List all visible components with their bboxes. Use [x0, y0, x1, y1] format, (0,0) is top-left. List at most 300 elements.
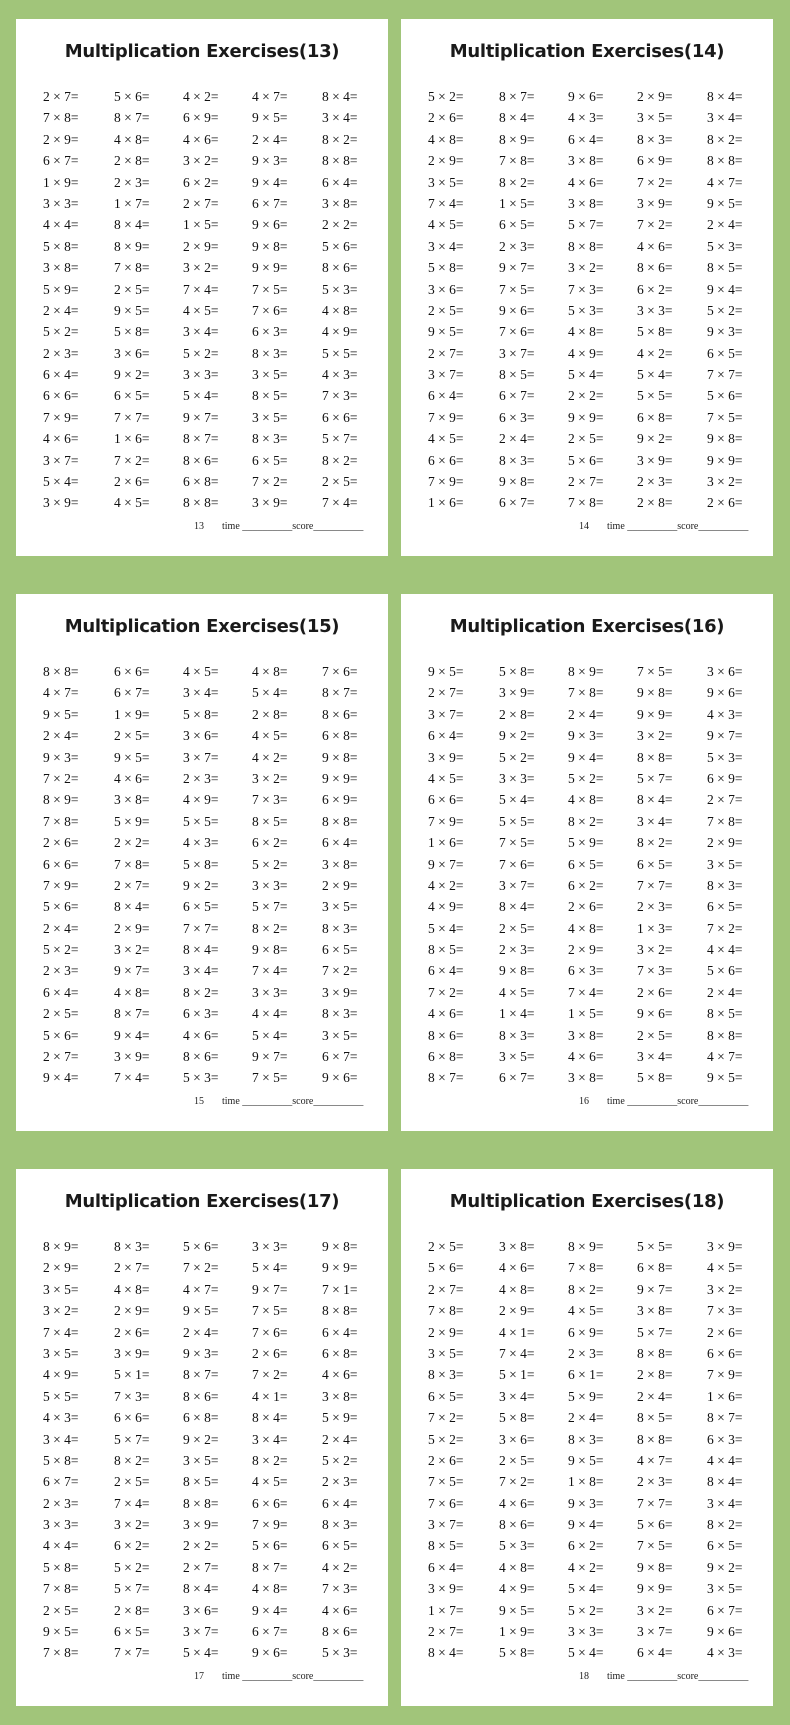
- problem: 2 × 4=: [43, 728, 79, 744]
- problem: 3 × 8=: [568, 1027, 604, 1043]
- problem: 8 × 3=: [114, 1239, 150, 1254]
- problem-row: [428, 282, 773, 303]
- problem: 8 × 6=: [183, 1388, 219, 1404]
- problem-row: [43, 110, 388, 131]
- problem: 4 × 1=: [499, 1324, 535, 1340]
- problem: 4 × 4=: [707, 942, 743, 958]
- problem-row: [428, 1603, 773, 1624]
- problem: 3 × 4=: [183, 685, 219, 701]
- problem: 8 × 5=: [252, 813, 288, 829]
- problem-row: [43, 1346, 388, 1367]
- problem: 4 × 6=: [428, 1006, 464, 1022]
- problem: 5 × 2=: [568, 770, 604, 786]
- page-number: 13: [194, 521, 204, 532]
- problem: 6 × 5=: [707, 345, 743, 361]
- problem: 4 × 9=: [499, 1581, 535, 1597]
- problem-grid: [43, 1239, 388, 1667]
- problem: 8 × 2=: [637, 835, 673, 851]
- problem: 6 × 3=: [499, 409, 535, 425]
- problem: 3 × 9=: [637, 195, 673, 211]
- problem: 3 × 3=: [183, 367, 219, 383]
- problem: 7 × 9=: [428, 474, 464, 490]
- problem: 1 × 5=: [499, 195, 535, 211]
- problem: 8 × 7=: [114, 110, 150, 126]
- problem-row: [43, 453, 388, 474]
- problem: 5 × 6=: [707, 963, 743, 979]
- problem: 4 × 7=: [707, 174, 743, 190]
- problem: 7 × 3=: [322, 1581, 358, 1597]
- problem: 5 × 7=: [114, 1581, 150, 1597]
- problem: 2 × 6=: [114, 1324, 150, 1340]
- problem: 1 × 9=: [499, 1624, 535, 1640]
- problem: 5 × 6=: [43, 899, 79, 915]
- problem: 9 × 5=: [183, 1303, 219, 1319]
- problem: 9 × 4=: [707, 281, 743, 297]
- problem: 3 × 7=: [428, 367, 464, 383]
- problem: 8 × 3=: [568, 1431, 604, 1447]
- problem: 4 × 5=: [114, 495, 150, 511]
- problem: 3 × 3=: [499, 770, 535, 786]
- problem: 4 × 1=: [252, 1388, 288, 1404]
- problem: 6 × 7=: [252, 195, 288, 211]
- problem: 9 × 5=: [568, 1452, 604, 1468]
- problem-row: [43, 89, 388, 110]
- problem-grid: [428, 664, 773, 1092]
- problem-row: [428, 1624, 773, 1645]
- problem: 4 × 7=: [183, 1281, 219, 1297]
- problem: 3 × 6=: [707, 664, 743, 679]
- problem: 2 × 4=: [499, 431, 535, 447]
- problem-row: [43, 1581, 388, 1602]
- problem: 4 × 5=: [428, 431, 464, 447]
- problem: 2 × 5=: [499, 1452, 535, 1468]
- problem: 8 × 5=: [252, 388, 288, 404]
- problem-row: [428, 771, 773, 792]
- problem-row: [428, 1049, 773, 1070]
- problem: 5 × 6=: [568, 452, 604, 468]
- problem: 3 × 4=: [428, 238, 464, 254]
- problem: 4 × 9=: [43, 1367, 79, 1383]
- problem: 7 × 8=: [568, 495, 604, 511]
- problem-row: [428, 1070, 773, 1091]
- problem: 2 × 4=: [637, 1388, 673, 1404]
- page-number: 18: [579, 1671, 589, 1682]
- problem: 2 × 5=: [114, 728, 150, 744]
- problem: 9 × 3=: [707, 324, 743, 340]
- problem-row: [428, 857, 773, 878]
- problem: 1 × 6=: [428, 495, 464, 511]
- problem: 2 × 5=: [43, 1602, 79, 1618]
- problem: 4 × 2=: [637, 345, 673, 361]
- problem: 2 × 4=: [707, 984, 743, 1000]
- problem: 3 × 6=: [114, 345, 150, 361]
- problem: 5 × 3=: [707, 749, 743, 765]
- problem: 8 × 6=: [428, 1027, 464, 1043]
- problem: 2 × 8=: [637, 495, 673, 511]
- page-number: 14: [579, 521, 589, 532]
- problem: 6 × 2=: [637, 281, 673, 297]
- worksheet-title: Multiplication Exercises(18): [449, 1191, 725, 1212]
- problem: 8 × 5=: [707, 260, 743, 276]
- problem: 3 × 3=: [43, 195, 79, 211]
- problem: 9 × 8=: [322, 749, 358, 765]
- problem: 2 × 7=: [707, 792, 743, 808]
- problem: 2 × 6=: [114, 474, 150, 490]
- problem: 8 × 6=: [322, 1624, 358, 1640]
- problem-row: [43, 1325, 388, 1346]
- problem: 8 × 2=: [322, 131, 358, 147]
- problem: 4 × 5=: [428, 770, 464, 786]
- problem: 3 × 5=: [322, 899, 358, 915]
- problem: 7 × 9=: [43, 877, 79, 893]
- problem-row: [428, 367, 773, 388]
- problem: 6 × 4=: [428, 1559, 464, 1575]
- problem: 9 × 4=: [252, 174, 288, 190]
- problem: 2 × 7=: [568, 474, 604, 490]
- problem-row: [43, 814, 388, 835]
- problem: 8 × 7=: [183, 1367, 219, 1383]
- problem: 8 × 6=: [183, 452, 219, 468]
- problem-row: [428, 1453, 773, 1474]
- problem-row: [428, 89, 773, 110]
- problem: 6 × 8=: [637, 409, 673, 425]
- problem-row: [43, 1006, 388, 1027]
- problem: 5 × 7=: [568, 217, 604, 233]
- problem: 7 × 2=: [114, 452, 150, 468]
- problem: 4 × 3=: [322, 367, 358, 383]
- problem: 5 × 4=: [183, 388, 219, 404]
- problem-row: [43, 1538, 388, 1559]
- problem: 7 × 9=: [428, 409, 464, 425]
- problem: 7 × 5=: [428, 1474, 464, 1490]
- problem: 4 × 8=: [252, 664, 288, 679]
- problem: 3 × 5=: [637, 110, 673, 126]
- problem-row: [428, 1538, 773, 1559]
- problem: 5 × 3=: [322, 281, 358, 297]
- problem-row: [428, 1260, 773, 1281]
- problem: 9 × 2=: [114, 367, 150, 383]
- problem: 7 × 9=: [252, 1517, 288, 1533]
- problem: 4 × 6=: [183, 131, 219, 147]
- problem: 5 × 2=: [322, 1452, 358, 1468]
- problem: 8 × 4=: [114, 217, 150, 233]
- problem: 6 × 6=: [43, 856, 79, 872]
- problem: 4 × 8=: [568, 324, 604, 340]
- problem: 2 × 9=: [322, 877, 358, 893]
- problem: 6 × 4=: [43, 367, 79, 383]
- problem: 8 × 8=: [707, 1027, 743, 1043]
- problem: 9 × 5=: [252, 110, 288, 126]
- problem: 4 × 7=: [707, 1049, 743, 1065]
- problem: 3 × 2=: [114, 1517, 150, 1533]
- problem: 3 × 6=: [428, 281, 464, 297]
- problem: 4 × 7=: [252, 89, 288, 104]
- problem: 3 × 4=: [252, 1431, 288, 1447]
- problem-row: [428, 878, 773, 899]
- problem: 1 × 7=: [114, 195, 150, 211]
- problem: 7 × 1=: [322, 1281, 358, 1297]
- problem: 8 × 5=: [707, 1006, 743, 1022]
- problem: 3 × 9=: [322, 984, 358, 1000]
- problem: 6 × 8=: [322, 728, 358, 744]
- problem-row: [43, 324, 388, 345]
- problem: 4 × 3=: [707, 706, 743, 722]
- problem: 7 × 7=: [114, 409, 150, 425]
- problem: 4 × 5=: [499, 984, 535, 1000]
- problem: 2 × 3=: [637, 899, 673, 915]
- problem: 2 × 5=: [322, 474, 358, 490]
- problem: 4 × 5=: [568, 1303, 604, 1319]
- problem: 2 × 8=: [114, 1602, 150, 1618]
- problem: 4 × 2=: [322, 1559, 358, 1575]
- problem: 9 × 9=: [252, 260, 288, 276]
- problem: 6 × 5=: [707, 1538, 743, 1554]
- problem: 7 × 8=: [568, 685, 604, 701]
- problem-row: [43, 431, 388, 452]
- problem: 7 × 2=: [499, 1474, 535, 1490]
- problem-row: [43, 878, 388, 899]
- problem: 7 × 9=: [43, 409, 79, 425]
- problem: 9 × 9=: [707, 452, 743, 468]
- problem: 7 × 7=: [183, 920, 219, 936]
- problem: 6 × 4=: [637, 1645, 673, 1661]
- problem: 2 × 6=: [43, 835, 79, 851]
- problem: 3 × 2=: [637, 1602, 673, 1618]
- problem-row: [43, 153, 388, 174]
- worksheet-title: Multiplication Exercises(13): [64, 41, 340, 62]
- problem: 7 × 2=: [43, 770, 79, 786]
- problem: 8 × 8=: [322, 1303, 358, 1319]
- problem: 3 × 5=: [252, 409, 288, 425]
- problem: 5 × 5=: [637, 388, 673, 404]
- problem: 6 × 6=: [428, 792, 464, 808]
- problem: 6 × 5=: [637, 856, 673, 872]
- problem: 7 × 4=: [322, 495, 358, 511]
- problem: 6 × 7=: [707, 1602, 743, 1618]
- problem-row: [43, 707, 388, 728]
- problem: 8 × 6=: [183, 1049, 219, 1065]
- problem: 3 × 6=: [183, 1602, 219, 1618]
- problem: 5 × 8=: [499, 664, 535, 679]
- problem: 4 × 3=: [43, 1410, 79, 1426]
- problem: 5 × 4=: [252, 1260, 288, 1276]
- problem-row: [428, 1496, 773, 1517]
- problem: 5 × 6=: [252, 1538, 288, 1554]
- problem: 7 × 8=: [707, 813, 743, 829]
- problem-row: [428, 388, 773, 409]
- problem: 6 × 7=: [43, 1474, 79, 1490]
- problem: 5 × 4=: [568, 367, 604, 383]
- problem: 4 × 6=: [183, 1027, 219, 1043]
- problem: 4 × 5=: [252, 1474, 288, 1490]
- problem-row: [43, 1410, 388, 1431]
- problem: 9 × 5=: [707, 1070, 743, 1086]
- problem: 8 × 9=: [114, 238, 150, 254]
- problem: 5 × 8=: [183, 856, 219, 872]
- problem-row: [43, 303, 388, 324]
- problem: 8 × 3=: [499, 452, 535, 468]
- problem: 8 × 8=: [637, 1431, 673, 1447]
- problem: 9 × 8=: [707, 431, 743, 447]
- problem: 6 × 5=: [568, 856, 604, 872]
- problem: 3 × 8=: [322, 856, 358, 872]
- problem: 3 × 9=: [428, 749, 464, 765]
- problem: 9 × 2=: [707, 1559, 743, 1575]
- problem: 2 × 9=: [183, 238, 219, 254]
- problem: 5 × 7=: [322, 431, 358, 447]
- problem: 6 × 2=: [114, 1538, 150, 1554]
- problem: 6 × 6=: [252, 1495, 288, 1511]
- problem: 2 × 6=: [568, 899, 604, 915]
- worksheet-title: Multiplication Exercises(16): [449, 616, 725, 637]
- problem: 6 × 5=: [322, 1538, 358, 1554]
- problem: 2 × 6=: [707, 1324, 743, 1340]
- problem-row: [43, 1645, 388, 1666]
- problem: 6 × 6=: [43, 388, 79, 404]
- problem: 3 × 7=: [43, 452, 79, 468]
- problem: 4 × 4=: [252, 1006, 288, 1022]
- problem: 6 × 6=: [428, 452, 464, 468]
- problem: 2 × 5=: [428, 302, 464, 318]
- problem-row: [428, 664, 773, 685]
- problem: 9 × 7=: [499, 260, 535, 276]
- problem: 2 × 8=: [114, 153, 150, 169]
- problem-row: [43, 1474, 388, 1495]
- problem: 8 × 4=: [252, 1410, 288, 1426]
- problem: 6 × 6=: [322, 409, 358, 425]
- problem: 6 × 2=: [252, 835, 288, 851]
- problem: 6 × 8=: [428, 1049, 464, 1065]
- problem: 2 × 5=: [43, 1006, 79, 1022]
- problem: 5 × 3=: [568, 302, 604, 318]
- problem: 5 × 9=: [568, 1388, 604, 1404]
- problem: 5 × 4=: [252, 685, 288, 701]
- problem: 7 × 4=: [428, 195, 464, 211]
- problem: 4 × 4=: [43, 217, 79, 233]
- problem: 3 × 8=: [43, 260, 79, 276]
- problem: 4 × 3=: [707, 1645, 743, 1661]
- problem: 2 × 6=: [637, 984, 673, 1000]
- problem: 7 × 3=: [637, 963, 673, 979]
- problem: 8 × 4=: [499, 899, 535, 915]
- time-score-line: time __________score__________: [222, 521, 364, 532]
- problem: 7 × 6=: [252, 1324, 288, 1340]
- problem: 7 × 5=: [252, 281, 288, 297]
- problem: 5 × 4=: [499, 792, 535, 808]
- problem: 3 × 4=: [707, 1495, 743, 1511]
- problem-grid: [428, 1239, 773, 1667]
- problem: 2 × 7=: [114, 1260, 150, 1276]
- problem-grid: [428, 89, 773, 517]
- problem: 4 × 6=: [568, 1049, 604, 1065]
- problem: 4 × 5=: [252, 728, 288, 744]
- problem: 3 × 9=: [499, 685, 535, 701]
- problem-row: [428, 132, 773, 153]
- problem-row: [428, 963, 773, 984]
- problem: 5 × 7=: [252, 899, 288, 915]
- problem: 8 × 2=: [252, 1452, 288, 1468]
- problem: 2 × 3=: [499, 942, 535, 958]
- problem-row: [43, 239, 388, 260]
- problem-row: [43, 1070, 388, 1091]
- problem: 2 × 2=: [183, 1538, 219, 1554]
- problem-row: [43, 217, 388, 238]
- problem: 9 × 7=: [252, 1049, 288, 1065]
- problem-row: [428, 1282, 773, 1303]
- problem: 2 × 3=: [43, 1495, 79, 1511]
- problem: 5 × 7=: [114, 1431, 150, 1447]
- problem: 7 × 3=: [322, 388, 358, 404]
- problem: 7 × 4=: [114, 1495, 150, 1511]
- problem: 7 × 8=: [114, 260, 150, 276]
- problem: 3 × 5=: [707, 856, 743, 872]
- problem: 8 × 8=: [637, 1345, 673, 1361]
- problem: 8 × 7=: [114, 1006, 150, 1022]
- problem: 3 × 7=: [499, 877, 535, 893]
- problem: 6 × 3=: [568, 963, 604, 979]
- problem: 9 × 4=: [568, 1517, 604, 1533]
- problem: 3 × 8=: [499, 1239, 535, 1254]
- problem: 3 × 9=: [252, 495, 288, 511]
- problem-row: [43, 1453, 388, 1474]
- problem: 1 × 9=: [43, 174, 79, 190]
- problem: 4 × 8=: [568, 792, 604, 808]
- problem: 6 × 4=: [43, 984, 79, 1000]
- problem: 2 × 4=: [183, 1324, 219, 1340]
- problem: 9 × 8=: [499, 474, 535, 490]
- problem: 5 × 2=: [568, 1602, 604, 1618]
- problem: 8 × 6=: [322, 706, 358, 722]
- problem: 2 × 6=: [252, 1345, 288, 1361]
- problem: 9 × 8=: [499, 963, 535, 979]
- problem-grid: [43, 664, 388, 1092]
- problem: 7 × 2=: [183, 1260, 219, 1276]
- problem: 9 × 5=: [428, 664, 464, 679]
- problem: 3 × 2=: [707, 474, 743, 490]
- problem: 8 × 2=: [252, 920, 288, 936]
- problem-grid: [43, 89, 388, 517]
- problem-row: [428, 431, 773, 452]
- problem: 5 × 2=: [183, 345, 219, 361]
- problem: 5 × 1=: [499, 1367, 535, 1383]
- problem: 5 × 7=: [637, 770, 673, 786]
- problem: 5 × 3=: [499, 1538, 535, 1554]
- problem-row: [43, 260, 388, 281]
- problem: 9 × 3=: [568, 1495, 604, 1511]
- problem: 5 × 2=: [252, 856, 288, 872]
- problem: 5 × 5=: [322, 345, 358, 361]
- problem: 9 × 5=: [114, 749, 150, 765]
- problem: 7 × 4=: [499, 1345, 535, 1361]
- problem: 3 × 3=: [252, 1239, 288, 1254]
- problem: 3 × 4=: [43, 1431, 79, 1447]
- problem: 6 × 4=: [322, 174, 358, 190]
- problem-row: [43, 1367, 388, 1388]
- problem: 9 × 5=: [428, 324, 464, 340]
- problem: 8 × 3=: [499, 1027, 535, 1043]
- problem: 3 × 5=: [43, 1281, 79, 1297]
- problem-row: [428, 1303, 773, 1324]
- problem: 5 × 8=: [637, 324, 673, 340]
- problem: 7 × 6=: [322, 664, 358, 679]
- problem: 7 × 8=: [43, 1581, 79, 1597]
- problem: 2 × 3=: [568, 1345, 604, 1361]
- problem: 9 × 8=: [252, 942, 288, 958]
- problem-row: [428, 453, 773, 474]
- problem: 2 × 7=: [428, 345, 464, 361]
- problem: 6 × 7=: [114, 685, 150, 701]
- problem: 9 × 6=: [568, 89, 604, 104]
